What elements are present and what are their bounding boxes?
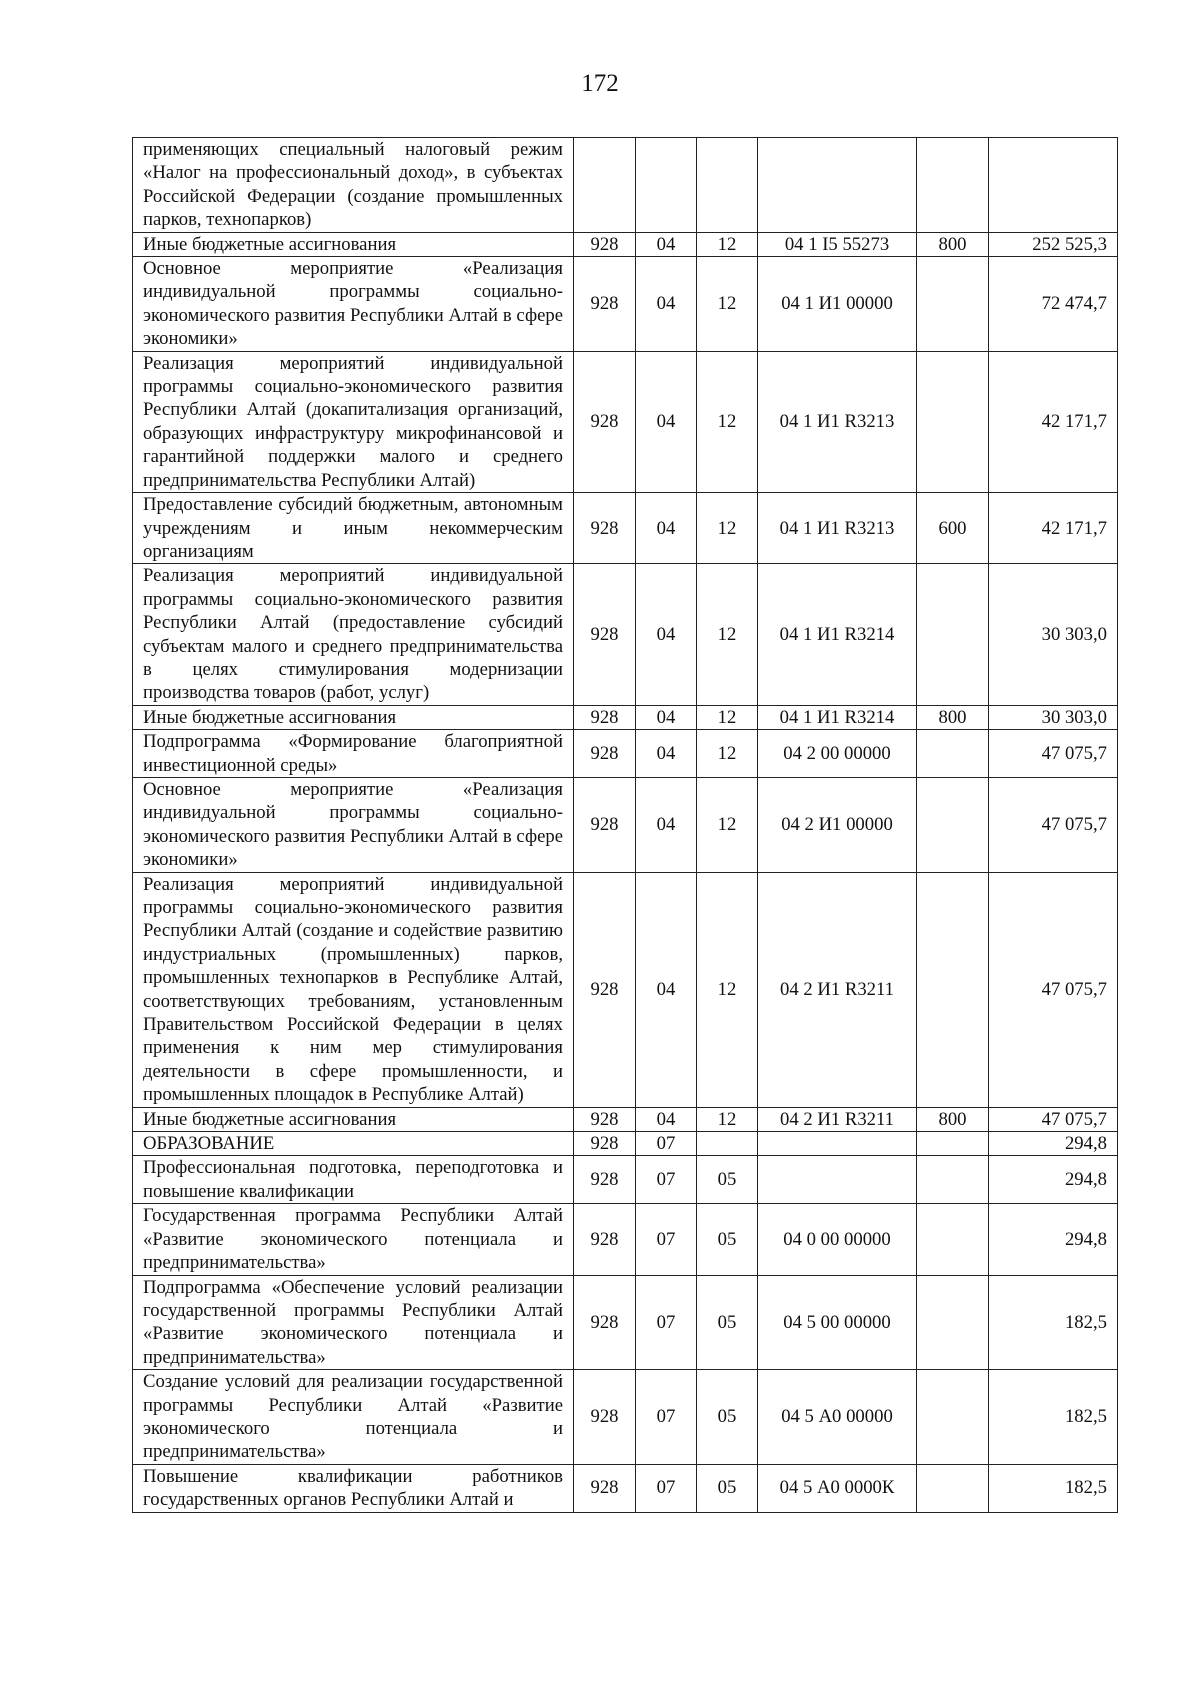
row-subsection-code: 12 <box>697 257 758 352</box>
row-amount: 182,5 <box>989 1275 1118 1370</box>
row-section-code: 07 <box>636 1132 697 1156</box>
row-description: применяющих специальный налоговый режим «Налог на профессиональный доход», в субъектах Российской Федерации (создание промышленных парков, технопарков) <box>133 138 574 233</box>
table-row <box>133 1370 1118 1465</box>
row-amount: 30 303,0 <box>989 705 1118 729</box>
row-amount: 47 075,7 <box>989 1107 1118 1131</box>
row-subsection-code: 12 <box>697 705 758 729</box>
table-row <box>133 1156 1118 1204</box>
row-section-code: 04 <box>636 777 697 872</box>
row-section-code: 04 <box>636 493 697 564</box>
table-row <box>133 257 1118 352</box>
row-expense-type-code: 600 <box>917 493 989 564</box>
row-grbs-code: 928 <box>574 1370 636 1465</box>
row-section-code: 07 <box>636 1156 697 1204</box>
row-subsection-code: 12 <box>697 1107 758 1131</box>
row-target-article-code <box>758 138 917 233</box>
row-grbs-code <box>574 138 636 233</box>
row-section-code: 07 <box>636 1204 697 1275</box>
row-amount: 72 474,7 <box>989 257 1118 352</box>
row-section-code: 04 <box>636 1107 697 1131</box>
row-grbs-code: 928 <box>574 257 636 352</box>
row-description: Предоставление субсидий бюджетным, автономным учреждениям и иным некоммерческим организациям <box>133 493 574 564</box>
row-grbs-code: 928 <box>574 493 636 564</box>
row-expense-type-code: 800 <box>917 705 989 729</box>
row-grbs-code: 928 <box>574 1275 636 1370</box>
row-grbs-code: 928 <box>574 1156 636 1204</box>
row-section-code: 04 <box>636 705 697 729</box>
row-description: Реализация мероприятий индивидуальной программы социально-экономического развития Республики Алтай (докапитализация организаций, образующих инфраструктуру микрофинансовой и гарантийной поддержки малого и среднего предпринимательства Республики Алтай) <box>133 351 574 492</box>
row-expense-type-code <box>917 730 989 778</box>
row-expense-type-code: 800 <box>917 232 989 256</box>
row-description: ОБРАЗОВАНИЕ <box>133 1132 574 1156</box>
row-target-article-code: 04 2 И1 R3211 <box>758 872 917 1107</box>
row-description: Государственная программа Республики Алтай «Развитие экономического потенциала и предпринимательства» <box>133 1204 574 1275</box>
row-amount: 294,8 <box>989 1132 1118 1156</box>
row-amount: 47 075,7 <box>989 730 1118 778</box>
row-amount <box>989 138 1118 233</box>
row-description: Иные бюджетные ассигнования <box>133 705 574 729</box>
table-row <box>133 493 1118 564</box>
table-row <box>133 1464 1118 1512</box>
row-grbs-code: 928 <box>574 705 636 729</box>
row-subsection-code: 12 <box>697 351 758 492</box>
row-description: Подпрограмма «Обеспечение условий реализации государственной программы Республики Алтай «Развитие экономического потенциала и предпринимательства» <box>133 1275 574 1370</box>
row-subsection-code: 12 <box>697 493 758 564</box>
table-row <box>133 138 1118 233</box>
table-row <box>133 777 1118 872</box>
row-grbs-code: 928 <box>574 351 636 492</box>
page-number: 172 <box>581 70 619 97</box>
row-target-article-code: 04 5 А0 00000 <box>758 1370 917 1465</box>
row-section-code: 04 <box>636 257 697 352</box>
row-section-code: 04 <box>636 730 697 778</box>
row-grbs-code: 928 <box>574 730 636 778</box>
row-grbs-code: 928 <box>574 1132 636 1156</box>
row-subsection-code: 12 <box>697 564 758 705</box>
row-subsection-code: 05 <box>697 1156 758 1204</box>
row-expense-type-code <box>917 1204 989 1275</box>
budget-table <box>132 137 1118 1513</box>
table-row <box>133 232 1118 256</box>
row-amount: 294,8 <box>989 1204 1118 1275</box>
row-subsection-code: 12 <box>697 777 758 872</box>
row-amount: 252 525,3 <box>989 232 1118 256</box>
row-grbs-code: 928 <box>574 1107 636 1131</box>
row-target-article-code: 04 2 00 00000 <box>758 730 917 778</box>
row-amount: 42 171,7 <box>989 351 1118 492</box>
row-subsection-code: 05 <box>697 1370 758 1465</box>
row-subsection-code: 05 <box>697 1464 758 1512</box>
row-description: Иные бюджетные ассигнования <box>133 232 574 256</box>
row-target-article-code <box>758 1132 917 1156</box>
row-grbs-code: 928 <box>574 232 636 256</box>
row-target-article-code: 04 1 И1 00000 <box>758 257 917 352</box>
row-amount: 182,5 <box>989 1370 1118 1465</box>
row-description: Повышение квалификации работников государственных органов Республики Алтай и <box>133 1464 574 1512</box>
row-section-code: 04 <box>636 232 697 256</box>
row-target-article-code: 04 1 И1 R3213 <box>758 351 917 492</box>
row-expense-type-code <box>917 138 989 233</box>
row-description: Реализация мероприятий индивидуальной программы социально-экономического развития Республики Алтай (создание и содействие развитию индустриальных (промышленных) парков, промышленных технопарков в Республике Алтай, соответствующих требованиям, установленным Правительством Российской Федерации в целях применения к ним мер стимулирования деятельности в сфере промышленности, и промышленных площадок в Республике Алтай) <box>133 872 574 1107</box>
row-expense-type-code <box>917 1275 989 1370</box>
row-expense-type-code <box>917 1132 989 1156</box>
row-description: Профессиональная подготовка, переподготовка и повышение квалификации <box>133 1156 574 1204</box>
table-row <box>133 1204 1118 1275</box>
row-description: Подпрограмма «Формирование благоприятной инвестиционной среды» <box>133 730 574 778</box>
table-row <box>133 564 1118 705</box>
row-subsection-code <box>697 138 758 233</box>
row-target-article-code: 04 5 А0 0000К <box>758 1464 917 1512</box>
row-expense-type-code: 800 <box>917 1107 989 1131</box>
row-amount: 294,8 <box>989 1156 1118 1204</box>
row-amount: 47 075,7 <box>989 777 1118 872</box>
row-subsection-code: 12 <box>697 232 758 256</box>
row-target-article-code: 04 5 00 00000 <box>758 1275 917 1370</box>
row-description: Иные бюджетные ассигнования <box>133 1107 574 1131</box>
row-section-code: 04 <box>636 872 697 1107</box>
row-expense-type-code <box>917 1156 989 1204</box>
row-section-code: 07 <box>636 1275 697 1370</box>
table-row <box>133 351 1118 492</box>
row-expense-type-code <box>917 1464 989 1512</box>
row-grbs-code: 928 <box>574 1204 636 1275</box>
row-subsection-code: 12 <box>697 730 758 778</box>
row-target-article-code: 04 0 00 00000 <box>758 1204 917 1275</box>
table-row <box>133 730 1118 778</box>
table-row <box>133 1132 1118 1156</box>
row-target-article-code <box>758 1156 917 1204</box>
row-amount: 182,5 <box>989 1464 1118 1512</box>
row-description: Реализация мероприятий индивидуальной программы социально-экономического развития Республики Алтай (предоставление субсидий субъектам малого и среднего предпринимательства в целях стимулирования модернизации производства товаров (работ, услуг) <box>133 564 574 705</box>
row-amount: 42 171,7 <box>989 493 1118 564</box>
row-grbs-code: 928 <box>574 872 636 1107</box>
row-section-code <box>636 138 697 233</box>
budget-table-body <box>133 138 1118 1513</box>
row-target-article-code: 04 1 I5 55273 <box>758 232 917 256</box>
row-subsection-code: 12 <box>697 872 758 1107</box>
row-section-code: 07 <box>636 1464 697 1512</box>
row-target-article-code: 04 1 И1 R3214 <box>758 564 917 705</box>
row-expense-type-code <box>917 1370 989 1465</box>
row-subsection-code <box>697 1132 758 1156</box>
row-section-code: 04 <box>636 351 697 492</box>
row-target-article-code: 04 1 И1 R3214 <box>758 705 917 729</box>
row-amount: 30 303,0 <box>989 564 1118 705</box>
row-expense-type-code <box>917 351 989 492</box>
row-target-article-code: 04 2 И1 R3211 <box>758 1107 917 1131</box>
row-description: Создание условий для реализации государственной программы Республики Алтай «Развитие экономического потенциала и предпринимательства» <box>133 1370 574 1465</box>
row-subsection-code: 05 <box>697 1275 758 1370</box>
table-row <box>133 1107 1118 1131</box>
row-expense-type-code <box>917 564 989 705</box>
row-subsection-code: 05 <box>697 1204 758 1275</box>
row-section-code: 07 <box>636 1370 697 1465</box>
row-target-article-code: 04 1 И1 R3213 <box>758 493 917 564</box>
table-row <box>133 1275 1118 1370</box>
row-expense-type-code <box>917 872 989 1107</box>
row-expense-type-code <box>917 257 989 352</box>
table-row <box>133 705 1118 729</box>
row-grbs-code: 928 <box>574 564 636 705</box>
row-description: Основное мероприятие «Реализация индивидуальной программы социально-экономического развития Республики Алтай в сфере экономики» <box>133 777 574 872</box>
table-row <box>133 872 1118 1107</box>
row-expense-type-code <box>917 777 989 872</box>
row-amount: 47 075,7 <box>989 872 1118 1107</box>
row-section-code: 04 <box>636 564 697 705</box>
row-grbs-code: 928 <box>574 777 636 872</box>
row-description: Основное мероприятие «Реализация индивидуальной программы социально-экономического развития Республики Алтай в сфере экономики» <box>133 257 574 352</box>
row-grbs-code: 928 <box>574 1464 636 1512</box>
row-target-article-code: 04 2 И1 00000 <box>758 777 917 872</box>
